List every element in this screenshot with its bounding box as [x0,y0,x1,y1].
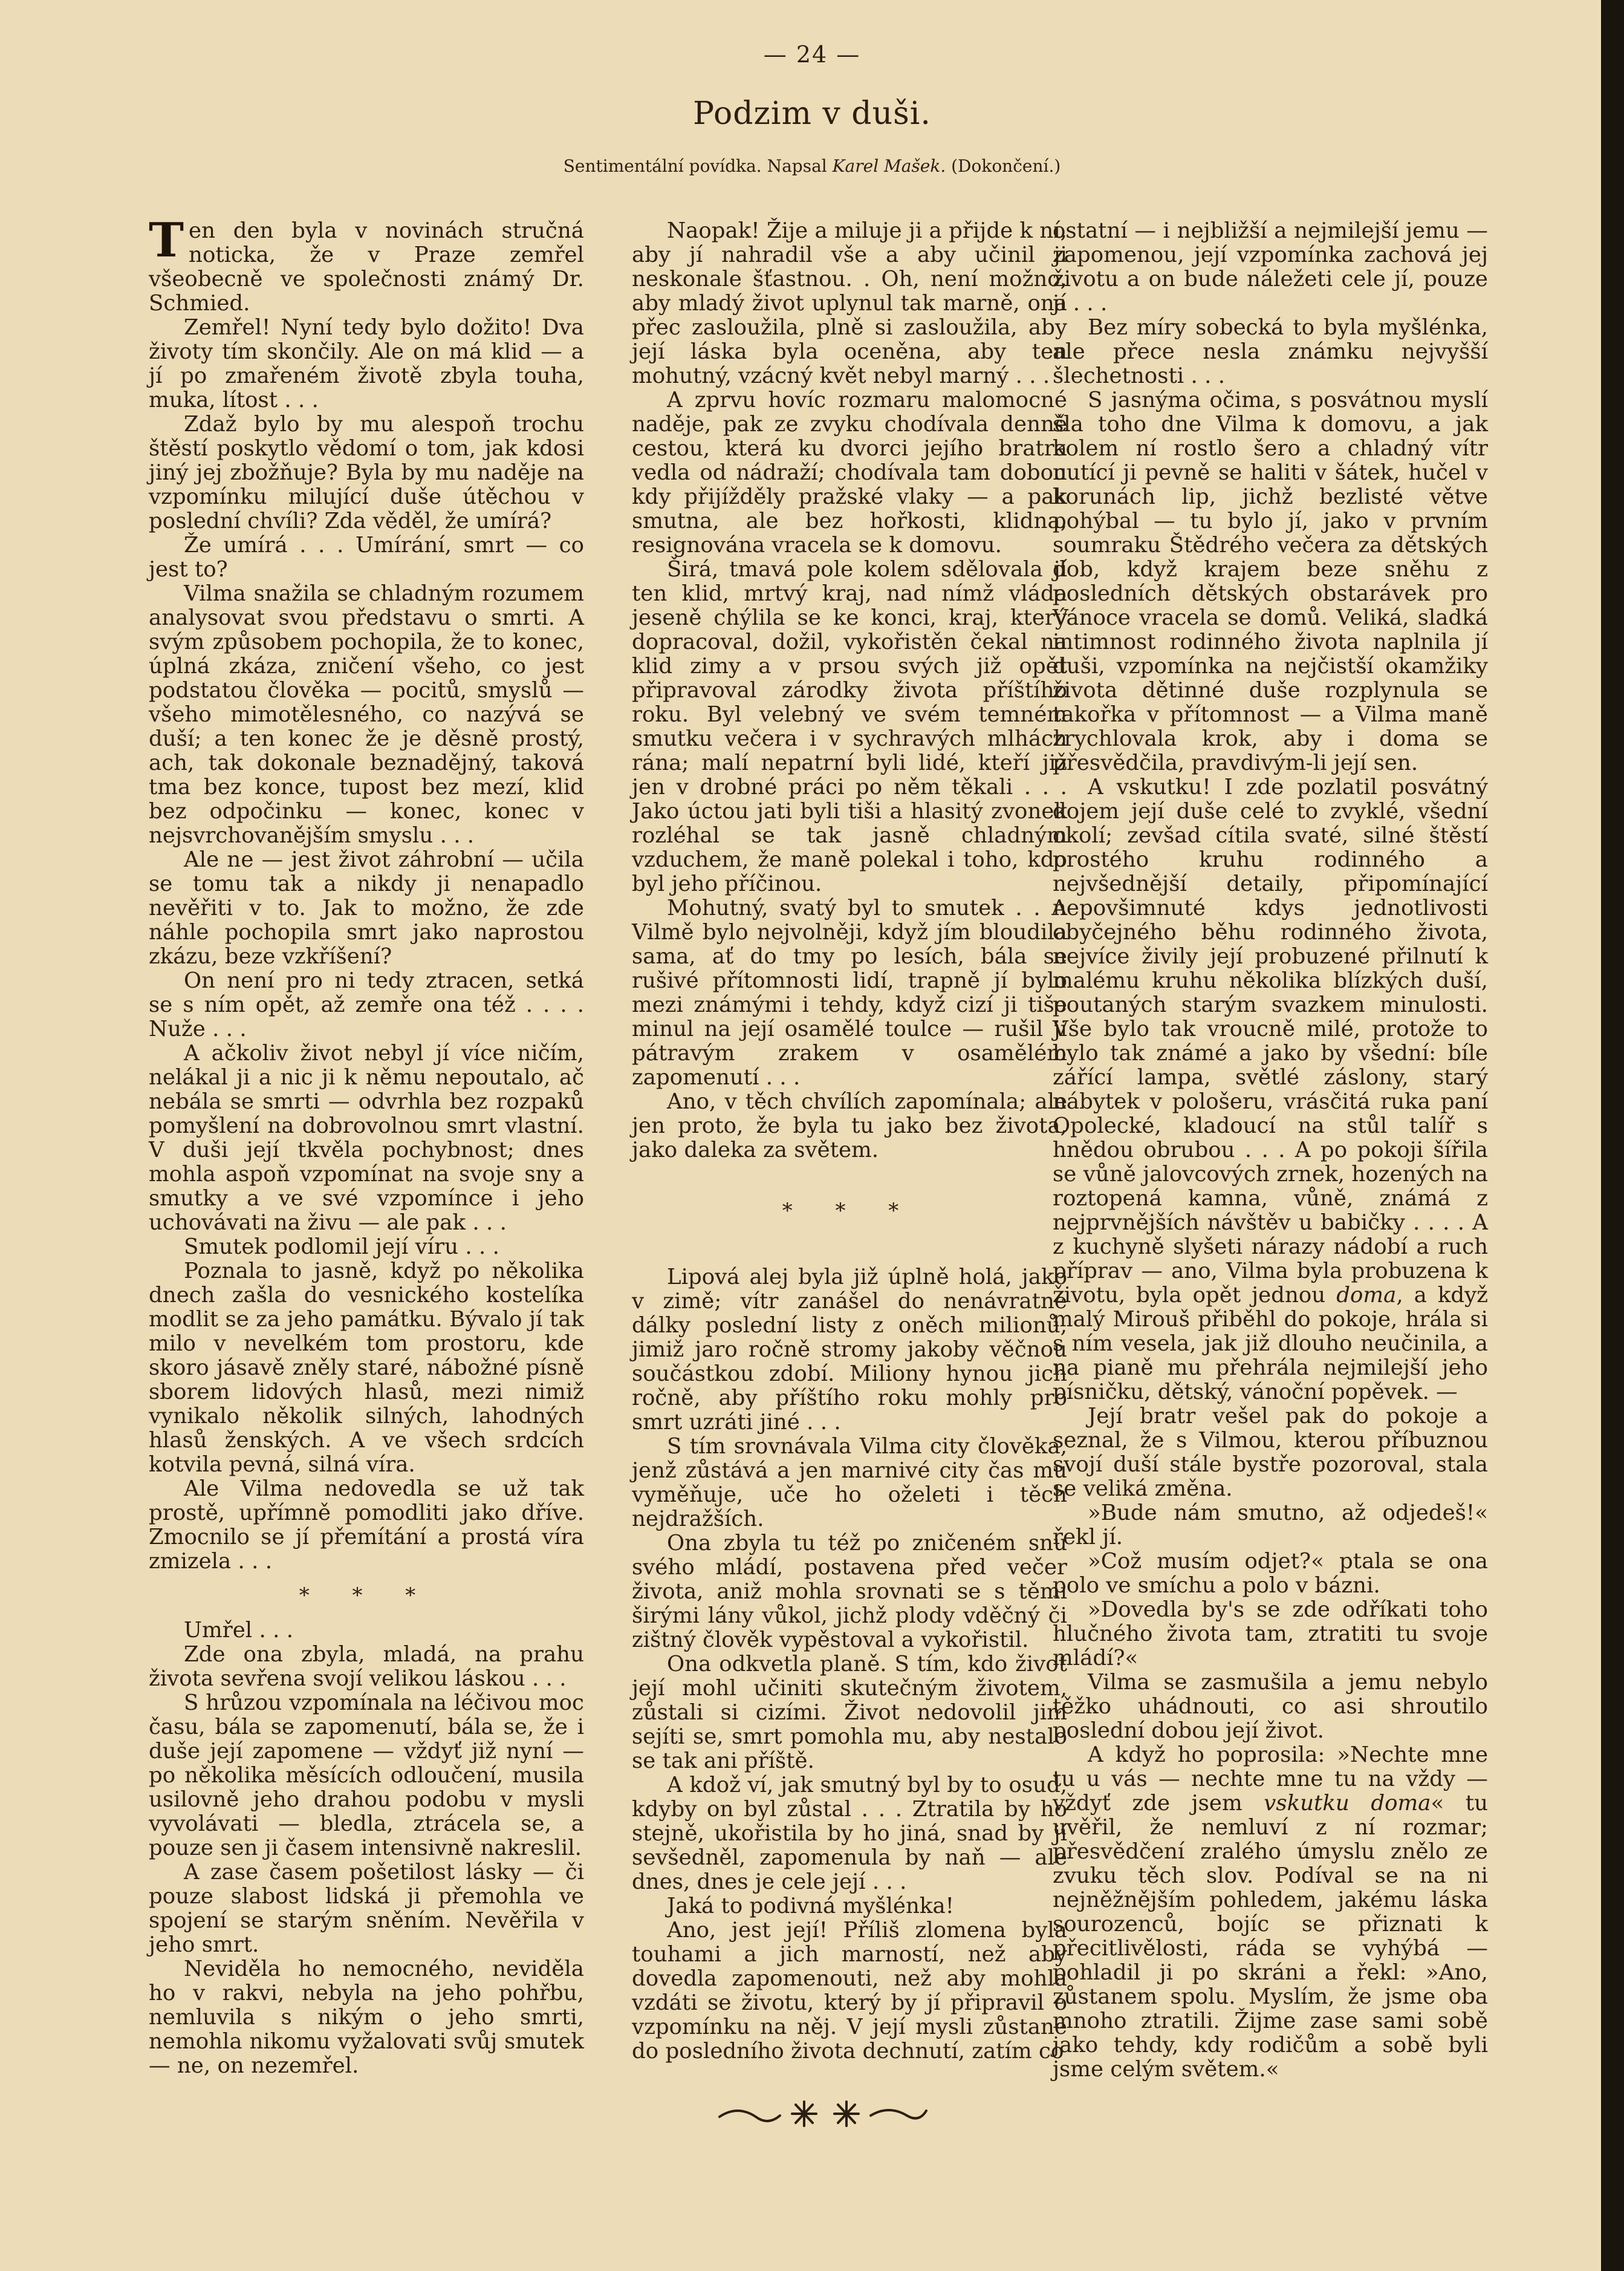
paragraph: Lipová alej byla již úplně holá, jako v zimě; vítr zanášel do nenávratné dálky poslední listy z oněch milionů, jimiž jaro ročně stromy jakoby věčnou součástkou zdobí. Miliony hynou jich ročně, aby příštího roku mohly pro smrt uzráti jiné . . . [632,1265,1067,1435]
paragraph: S hrůzou vzpomínala na léčivou moc času, bála se zapomenutí, bála se, že i duše její zapomene — vždyť již nyní — po několika měsících odloučení, musila usilovně jeho drahou podobu v mysli vyvolávati — bledla, ztrácela se, a pouze sen ji časem intensivně nakreslil. [149,1690,584,1860]
paragraph: Smutek podlomil její víru . . . [184,1234,499,1259]
paragraph: S tím srovnávala Vilma city člověka, jenž zůstává a jen marnivé city čas mu vyměňuje, uče ho oželeti i těch nejdražších. [632,1434,1067,1531]
paragraph: Ale Vilma nedovedla se už tak prostě, upřímně pomodliti jako dříve. Zmocnilo se jí přemítání a prostá víra zmizela . . . [149,1476,584,1574]
paragraph: On není pro ni tedy ztracen, setká se s ním opět, až zemře ona též . . . . Nuže . . . [149,968,584,1041]
paragraph: Umřel . . . [184,1618,294,1643]
paragraph: Zdaž bylo by mu alespoň trochu štěstí poskytlo vědomí o tom, jak kdosi jiný jej zbožňuje? Byla by mu naděje na vzpomínku milující duše útěchou v poslední chvíli? Zda věděl, že umírá? [149,412,584,533]
paragraph: Ona odkvetla planě. S tím, kdo život její mohl učiniti skutečným životem, zůstali si cizími. Život nedovolil jim sejíti se, smrt pomohla mu, aby nestalo se tak ani příště. [632,1652,1067,1773]
text-column-2 [632,219,1067,2064]
paragraph: Naopak! Žije a miluje ji a přijde k ní, aby jí nahradil vše a aby učinil ji neskonale šťastnou. . Oh, není možno, aby mladý život uplynul tak marně, ona přec zasloužila, plně si zasloužila, aby její láska byla oceněna, aby ten mohutný, vzácný květ nebyl marný . . . [632,218,1067,388]
story-subtitle [0,156,1624,176]
paragraph: Ten den byla v novinách stručná noticka, že v Praze zemřel všeobecně ve společnosti známý Dr. Schmied. [149,213,584,316]
emphasis: vskutku doma [1264,1791,1431,1816]
paragraph: Zemřel! Nyní tedy bylo dožito! Dva životy tím skončily. Ale on má klid — a jí po zmařeném životě zbyla touha, muka, lítost . . . [149,315,584,412]
paragraph: A vskutku! I zde pozlatil posvátný dojem její duše celé to zvyklé, všední okolí; zevšad cítila svaté, silné štěstí prostého kruhu rodinného a nejvšednější detaily, připomínající nepovšimnuté kdys jednotlivosti obyčejného běhu rodinného života, nejvíce živily její probuzené přilnutí k malému kruhu několika blízkých duší, poutaných starým svazkem minulosti. Vše bylo tak vroucně milé, protože to bylo tak známé a jako by všední: bíle zářící lampa, světlé záslony, starý nábytek v pološeru, vrásčitá ruka paní Opolecké, kladoucí na stůl talíř s hnědou obrubou . . . A po pokoji šířila se vůně jalovcových zrnek, hozených na roztopená kamna, vůně, známá z nejprvnějších návštěv u babičky . . . . A z kuchyně slyšeti nárazy nádobí a ruch příprav — ano, Vilma byla probuzena k životu, byla opět jednou doma, a když malý Mirouš přiběhl do pokoje, hrála si s ním vesela, jak již dlouho neučinila, a na pianě mu přehrála nejmilejší jeho písničku, dětský, vánoční popěvek. — [1053,775,1489,1404]
paragraph: ostatní — i nejbližší a nejmilejší jemu — zapomenou, její vzpomínka zachová jej životu a on bude náležeti cele jí, pouze jí . . . [1053,218,1488,316]
paragraph: A zprvu hovíc rozmaru malomocné naděje, pak ze zvyku chodívala denně cestou, která ku dvorci jejího bratra vedla od nádraží; chodívala tam dobou kdy přijížděly pražské vlaky — a pak smutna, ale bez hořkosti, klidna, resignována vracela se k domovu. [632,388,1067,558]
paragraph: A kdož ví, jak smutný byl by to osud, kdyby on byl zůstal . . . Ztratila by ho stejně, ukořistila by ho jiná, snad by jí sevšedněl, zapomenula by naň — ale dnes, dnes je cele její . . . [632,1773,1067,1894]
paragraph: Poznala to jasně, když po několika dnech zašla do vesnického kostelíka modlit se za jeho památku. Bývalo jí tak milo v nevelkém tom prostoru, kde skoro jásavě zněly staré, nábožné písně sborem lidových hlasů, mezi nimiž vynikalo několik silných, lahodných hlasů ženských. A ve všech srdcích kotvila pevná, silná víra. [149,1259,584,1477]
paragraph: A zase časem pošetilost lásky — či pouze slabost lidská ji přemohla ve spojení se starým sněním. Nevěřila v jeho smrt. [149,1860,584,1957]
emphasis: doma [1336,1283,1397,1308]
paragraph: Vilma se zasmušila a jemu nebylo těžko uhádnouti, co asi shroutilo poslední dobou její život. [1053,1670,1488,1743]
paragraph: Její bratr vešel pak do pokoje a seznal, že s Vilmou, kterou příbuznou svojí duší stále bystře pozoroval, stala se veliká změna. [1053,1404,1488,1501]
paragraph: S jasnýma očima, s posvátnou myslí šla toho dne Vilma k domovu, a jak kolem ní rostlo šero a chladný vítr nutící ji pevně se haliti v šátek, hučel v korunách lip, jichž bezlisté větve pohýbal — tu bylo jí, jako v prvním soumraku Štědrého večera za dětských dob, když krajem beze sněhu z posledních dětských obstarávek pro Vánoce vracela se domů. Veliká, sladká intimnost rodinného života naplnila jí duši, vzpomínka na nejčistší okamžiky života dětinné duše rozplynula se takořka v přítomnost — a Vilma maně zrychlovala krok, aby i doma se přesvědčila, pravdivým-li její sen. [1053,388,1488,775]
paragraph: A ačkoliv život nebyl jí více ničím, nelákal ji a nic ji k němu nepoutalo, ač nebála se smrti — odvrhla bez rozpaků pomyšlení na dobrovolnou smrt vlastní. V duši její tkvěla pochybnost; dnes mohla aspoň vzpomínat na svoje sny a smutky a ve své vzpomínce i jeho uchovávati na živu — ale pak . . . [149,1041,584,1235]
paragraph: Že umírá . . . Umírání, smrt — co jest to? [149,533,584,582]
subtitle-suffix: (Dokončení.) [951,156,1061,176]
paragraph: »Bude nám smutno, až odjedeš!« řekl jí. [1053,1500,1488,1549]
paragraph: Jaká to podivná myšlénka! [667,1894,954,1918]
drop-cap-initial: T [149,213,184,268]
page-number: — 24 — [763,41,861,68]
paragraph: Zde ona zbyla, mladá, na prahu života sevřena svojí velikou láskou . . . [149,1642,584,1691]
paragraph: Neviděla ho nemocného, neviděla ho v rakvi, nebyla na jeho pohřbu, nemluvila s nikým o jeho smrti, nemohla nikomu vyžalovati svůj smutek — ne, on nezemřel. [149,1957,584,2078]
flourish-ornament-icon [713,2093,931,2135]
paragraph: Širá, tmavá pole kolem sdělovala jí ten klid, mrtvý kraj, nad nímž vláda jeseně chýlila se ke konci, kraj, který dopracoval, dožil, vykořistěn čekal na klid zimy a v prsou svých již opět připravoval zárodky života příštího roku. Byl velebný ve svém temném smutku večera i v sychravých mlhách rána; malí nepatrní byli lidé, kteří již jen v drobné práci po něm těkali . . . Jako úctou jati byli tiši a hlasitý zvonek rozléhal se tak jasně chladným vzduchem, že maně polekal i toho, kdo byl jeho příčinou. [632,557,1067,896]
paragraph: A když ho poprosila: »Nechte mne tu u vás — nechte mne tu na vždy — vždyť zde jsem vskutku doma« tu uvěřil, že nemluví z ní rozmar; přesvědčení zralého úmyslu znělo ze zvuku těch slov. Podíval se na ni nejněžnějším pohledem, jakému láska sourozenců, bojíc se přiznati k přecitlivělosti, ráda se vyhýbá — pohladil ji po skráni a řekl: »Ano, zůstanem spolu. Myslím, že jsme oba mnoho ztratili. Žijme zase sami sobě jako tehdy, kdy rodičům a sobě byli jsme celým světem.« [1053,1742,1488,2082]
paragraph: Ale ne — jest život záhrobní — učila se tomu tak a nikdy ji nenapadlo nevěřiti v to. Jak to možno, že zde náhle pochopila smrt jako naprostou zkázu, beze vzkříšení? [149,847,584,969]
page-edge [1601,0,1624,2271]
story-title: Podzim v duši. [693,96,931,132]
paragraph: Ona zbyla tu též po zničeném snu svého mládí, postavena před večer života, aniž mohla srovnati se s těmi širými lány vůkol, jichž plody vděčný či zištný člověk vypěstoval a vykořistil. [632,1531,1067,1652]
paragraph: Ano, v těch chvílích zapomínala; ale jen proto, že byla tu jako bez života, jako daleka za světem. [632,1089,1067,1162]
paragraph: Vilma snažila se chladným rozumem analysovat svou představu o smrti. A svým způsobem pochopila, že to konec, úplná zkáza, zničení všeho, co jest podstatou člověka — pocitů, smyslů — všeho mimotělesného, co nazývá se duší; a ten konec že je děsně prostý, ach, tak dokonale beznadějný, taková tma bez konce, tupost bez mezí, klid bez odpočinku — konec, konec v nejsvrchovanějším smyslu . . . [149,581,584,848]
text-column-3 [1053,219,1488,2082]
paragraph: Ano, jest její! Příliš zlomena byla touhami a jich marností, než aby dovedla zapomenouti, než aby mohla vzdáti se životu, který by jí připravil o vzpomínku na něj. V její mysli zůstane do posledního života dechnutí, zatím co [632,1918,1067,2064]
paragraph: »Dovedla by's se zde odříkati toho hlučného života tam, ztratiti tu svoje mládí?« [1053,1597,1488,1670]
text-column-1 [149,213,584,2078]
paragraph: Bez míry sobecká to byla myšlénka, ale přece nesla známku nejvyšší šlechetnosti . . . [1053,315,1488,388]
section-break-stars: * * * [782,1199,917,1223]
paragraph: »Což musím odjet?« ptala se ona polo ve smíchu a polo v bázni. [1053,1549,1488,1598]
author-name: Karel Mašek. [832,156,946,176]
subtitle-prefix: Sentimentální povídka. Napsal [563,156,827,176]
paragraph: Mohutný, svatý byl to smutek . . A Vilmě bylo nejvolněji, když jím bloudila sama, ať do tmy po lesích, bála se rušivé přítomnosti lidí, trapně jí bylo mezi známými i tehdy, když cizí ji tiše minul na její osamělé toulce — rušil ji pátravým zrakem v osamělém zapomenutí . . . [632,896,1067,1090]
section-break-stars: * * * [299,1583,434,1608]
